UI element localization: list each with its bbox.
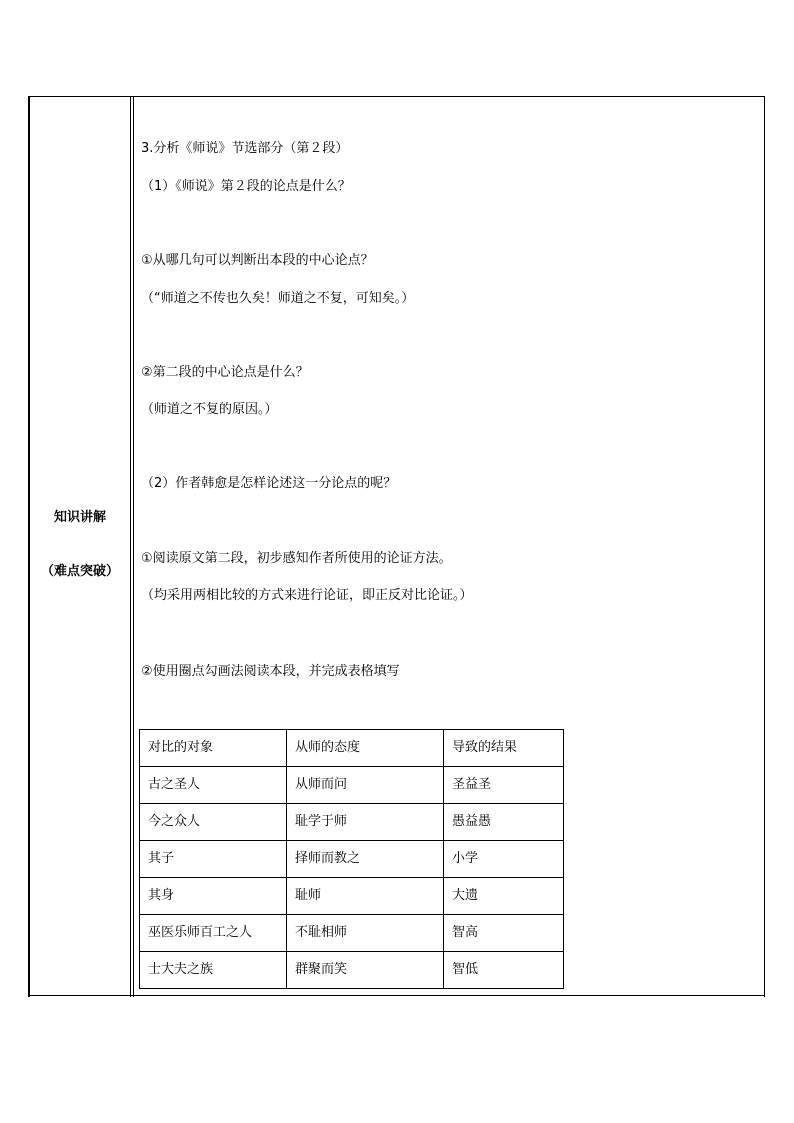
column-divider bbox=[130, 96, 131, 997]
table-cell: 从师而问 bbox=[287, 767, 444, 804]
comparison-table bbox=[139, 729, 564, 989]
table-row bbox=[140, 841, 564, 878]
table-cell: 小学 bbox=[444, 841, 564, 878]
table-row bbox=[140, 952, 564, 989]
frame-right-border bbox=[764, 96, 765, 997]
table-row bbox=[140, 878, 564, 915]
table-row bbox=[140, 915, 564, 952]
answer-1b: （师道之不复的原因。） bbox=[141, 402, 278, 417]
table-row bbox=[140, 804, 564, 841]
table-cell: 智高 bbox=[444, 915, 564, 952]
table-cell: 古之圣人 bbox=[140, 767, 287, 804]
table-cell: 择师而教之 bbox=[287, 841, 444, 878]
table-header-cell: 导致的结果 bbox=[444, 730, 564, 767]
table-cell: 群聚而笑 bbox=[287, 952, 444, 989]
answer-1a: （“师道之不传也久矣！师道之不复，可知矣。） bbox=[141, 291, 415, 306]
table-cell: 不耻相师 bbox=[287, 915, 444, 952]
table-header-row bbox=[140, 730, 564, 767]
table-cell: 今之众人 bbox=[140, 804, 287, 841]
table-header-cell: 对比的对象 bbox=[140, 730, 287, 767]
question-2a: ①阅读原文第二段，初步感知作者所使用的论证方法。 bbox=[141, 551, 452, 566]
table-cell: 其子 bbox=[140, 841, 287, 878]
section-label-subtitle: （难点突破） bbox=[40, 564, 119, 579]
section-heading: 3.分析《师说》节选部分（第２段） bbox=[141, 141, 349, 156]
question-1: （1）《师说》第２段的论点是什么？ bbox=[141, 179, 351, 194]
column-divider-inner bbox=[133, 96, 134, 997]
table-header-cell: 从师的态度 bbox=[287, 730, 444, 767]
table-cell: 士大夫之族 bbox=[140, 952, 287, 989]
table-cell: 大遗 bbox=[444, 878, 564, 915]
answer-2a: （均采用两相比较的方式来进行论证，即正反对比论证。） bbox=[141, 588, 473, 603]
question-1a: ①从哪几句可以判断出本段的中心论点？ bbox=[141, 253, 374, 268]
question-1b: ②第二段的中心论点是什么？ bbox=[141, 365, 309, 380]
instruction-2b: ②使用圈点勾画法阅读本段，并完成表格填写 bbox=[141, 664, 400, 679]
table-cell: 耻师 bbox=[287, 878, 444, 915]
table-cell: 巫医乐师百工之人 bbox=[140, 915, 287, 952]
table-cell: 智低 bbox=[444, 952, 564, 989]
table-cell: 其身 bbox=[140, 878, 287, 915]
table-cell: 耻学于师 bbox=[287, 804, 444, 841]
section-label-title: 知识讲解 bbox=[53, 510, 106, 525]
table-row bbox=[140, 767, 564, 804]
table-cell: 愚益愚 bbox=[444, 804, 564, 841]
section-label-cell bbox=[30, 97, 130, 995]
table-cell: 圣益圣 bbox=[444, 767, 564, 804]
question-2: （2）作者韩愈是怎样论述这一分论点的呢？ bbox=[141, 476, 397, 491]
